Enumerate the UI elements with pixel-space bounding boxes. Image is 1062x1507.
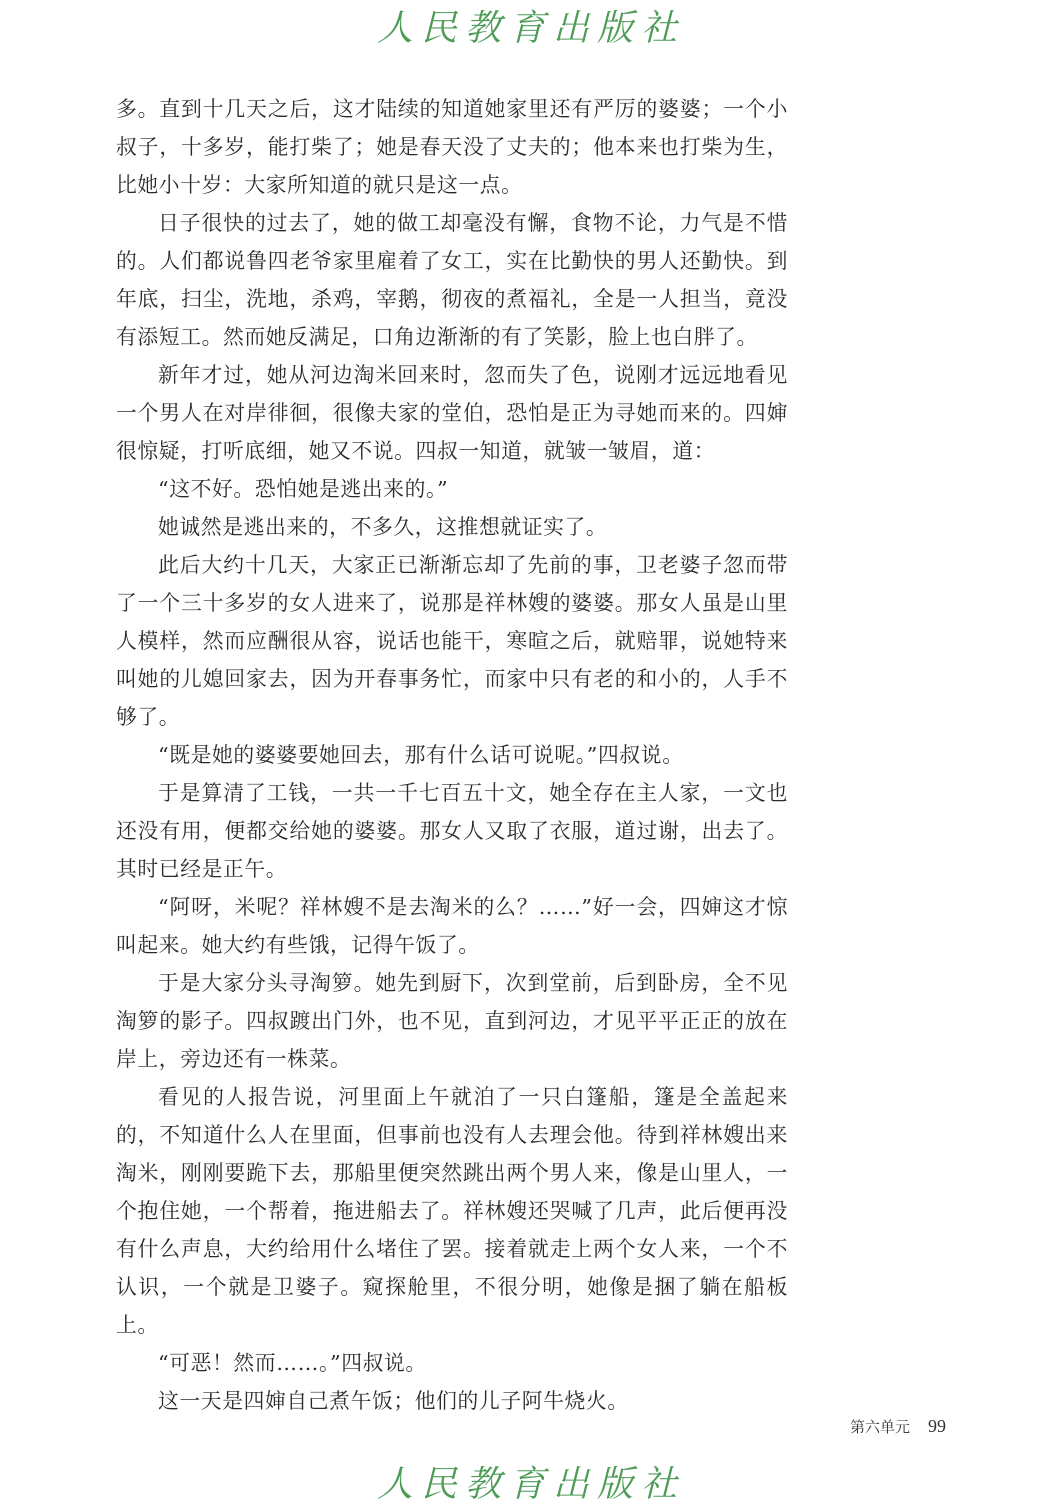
paragraph-13: 这一天是四婶自己煮午饭；他们的儿子阿牛烧火。 [158, 1389, 629, 1413]
body-text [116, 90, 788, 1420]
publisher-watermark-bottom: 人民教育出版社 [376, 1464, 685, 1505]
page-number: 99 [928, 1416, 947, 1436]
paragraph-11: 看见的人报告说，河里面上午就泊了一只白篷船，篷是全盖起来的，不知道什么人在里面，但事前也没有人去理会他。待到祥林嫂出来淘米，刚刚要跪下去，那船里便突然跳出两个男人来，像是山里人，一个抱住她，一个帮着，拖进船去了。祥林嫂还哭喊了几声，此后便再没有什么声息，大约给用什么堵住了罢。接着就走上两个女人来，一个不认识，一个就是卫婆子。窥探舱里，不很分明，她像是捆了躺在船板上。 [116, 1085, 788, 1337]
unit-label: 第六单元 [850, 1418, 911, 1436]
paragraph-6: 此后大约十几天，大家正已渐渐忘却了先前的事，卫老婆子忽而带了一个三十多岁的女人进来了，说那是祥林嫂的婆婆。那女人虽是山里人模样，然而应酬很从容，说话也能干，寒暄之后，就赔罪，说她特来叫她的儿媳回家去，因为开春事务忙，而家中只有老的和小的，人手不够了。 [116, 553, 788, 729]
paragraph-3: 新年才过，她从河边淘米回来时，忽而失了色，说刚才远远地看见一个男人在对岸徘徊，很像夫家的堂伯，恐怕是正为寻她而来的。四婶很惊疑，打听底细，她又不说。四叔一知道，就皱一皱眉，道： [116, 363, 788, 463]
paragraph-1: 多。直到十几天之后，这才陆续的知道她家里还有严厉的婆婆；一个小叔子，十多岁，能打柴了；她是春天没了丈夫的；他本来也打柴为生，比她小十岁：大家所知道的就只是这一点。 [116, 97, 788, 197]
paragraph-8: 于是算清了工钱，一共一千七百五十文，她全存在主人家，一文也还没有用，便都交给她的婆婆。那女人又取了衣服，道过谢，出去了。其时已经是正午。 [116, 781, 788, 881]
paragraph-2: 日子很快的过去了，她的做工却毫没有懈，食物不论，力气是不惜的。人们都说鲁四老爷家里雇着了女工，实在比勤快的男人还勤快。到年底，扫尘，洗地，杀鸡，宰鹅，彻夜的煮福礼，全是一人担当，竟没有添短工。然而她反满足，口角边渐渐的有了笑影，脸上也白胖了。 [116, 211, 788, 349]
paragraph-10: 于是大家分头寻淘箩。她先到厨下，次到堂前，后到卧房，全不见淘箩的影子。四叔踱出门外，也不见，直到河边，才见平平正正的放在岸上，旁边还有一株菜。 [116, 971, 788, 1071]
paragraph-9: “阿呀，米呢？祥林嫂不是去淘米的么？……”好一会，四婶这才惊叫起来。她大约有些饿，记得午饭了。 [116, 895, 788, 957]
page-footer [850, 1416, 946, 1437]
paragraph-5: 她诚然是逃出来的，不多久，这推想就证实了。 [158, 515, 608, 539]
paragraph-12: “可恶！然而……。”四叔说。 [158, 1351, 427, 1375]
publisher-watermark-top: 人民教育出版社 [376, 8, 685, 49]
paragraph-7: “既是她的婆婆要她回去，那有什么话可说呢。”四叔说。 [158, 743, 684, 767]
paragraph-4: “这不好。恐怕她是逃出来的。” [158, 477, 449, 501]
